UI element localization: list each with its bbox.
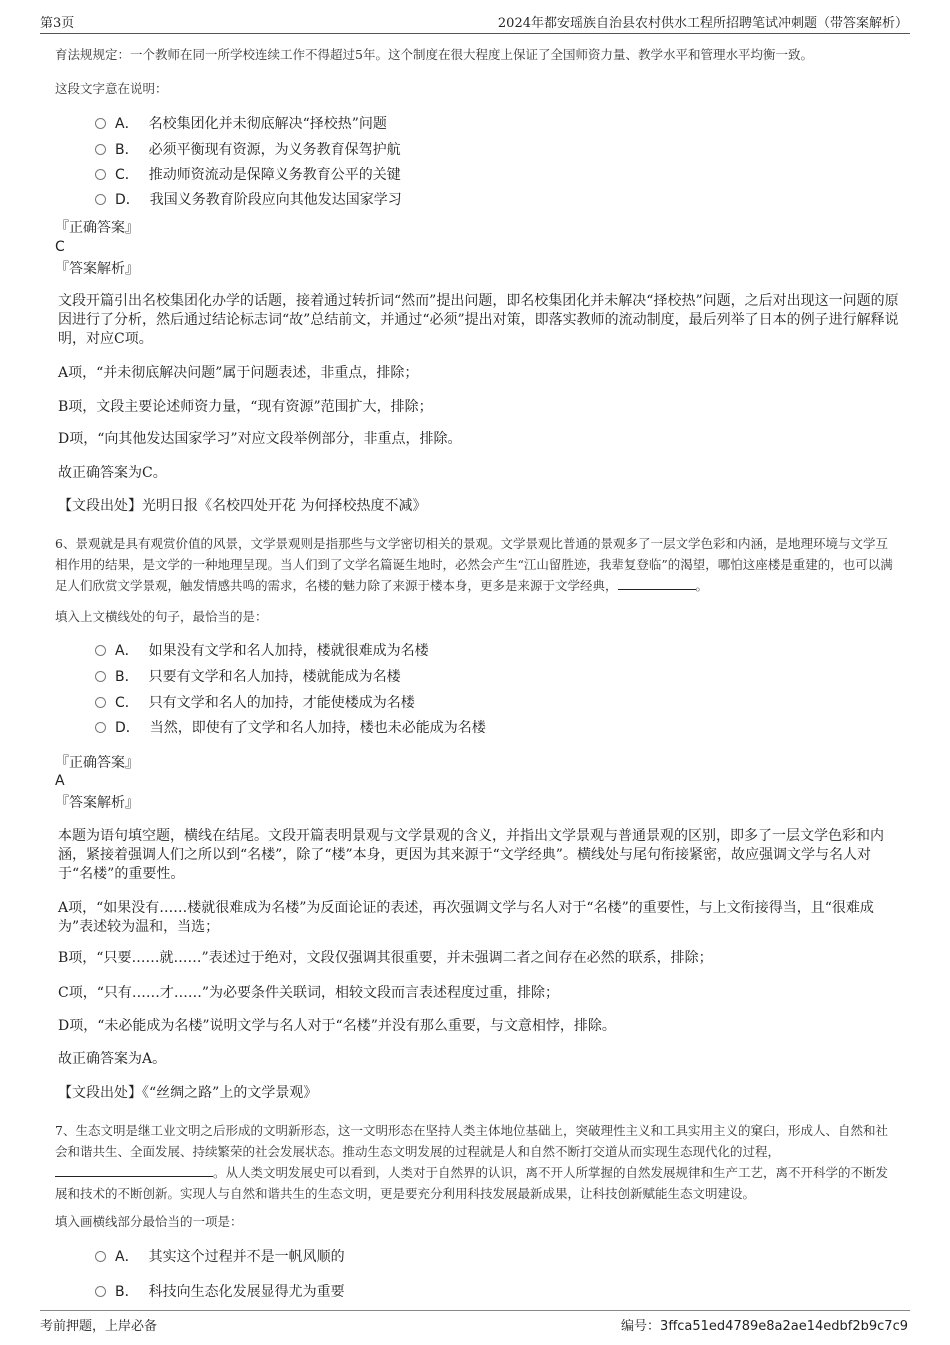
radio-icon[interactable] <box>95 1286 106 1297</box>
q6-answer: A <box>55 773 65 789</box>
q6-option-c[interactable]: C． 只有文学和名人的加持，才能使楼成为名楼 <box>95 693 415 713</box>
radio-icon[interactable] <box>95 671 106 682</box>
q5-conclusion: 故正确答案为C。 <box>58 465 167 481</box>
answer-blank <box>618 576 696 590</box>
q5-analysis-d: D项，“向其他发达国家学习”对应文段举例部分，非重点，排除。 <box>58 431 462 447</box>
q6-analysis-c: C项，“只有……才……”为必要条件关联词，相较文段而言表述程度过重，排除； <box>58 985 560 1001</box>
q5-analysis-paragraph: 文段开篇引出名校集团化办学的话题，接着通过转折词“然而”提出问题，即名校集团化并未解决“择校热”问题，之后对出现这一问题的原因进行了分析，然后通过结论标志词“故”总结前文，并通过“必须”提出对策，即落实教师的流动制度，最后列举了日本的例子进行解释说明，对应C项。 <box>58 293 899 347</box>
radio-icon[interactable] <box>95 697 106 708</box>
q6-analysis-label: 『答案解析』 <box>55 795 139 811</box>
q6-option-a[interactable]: A． 如果没有文学和名人加持，楼就很难成为名楼 <box>95 641 429 661</box>
q7-option-a[interactable]: A． 其实这个过程并不是一帆风顺的 <box>95 1247 345 1267</box>
q6-analysis-d: D项，“未必能成为名楼”说明文学与名人对于“名楼”并没有那么重要，与文意相悖，排除。 <box>58 1018 616 1034</box>
q5-option-a[interactable]: A． 名校集团化并未彻底解决“择校热”问题 <box>95 114 387 134</box>
q6-analysis-b: B项，“只要……就……”表述过于绝对，文段仅强调其很重要，并未强调二者之间存在必然的联系，排除； <box>58 950 713 966</box>
radio-icon[interactable] <box>95 169 106 180</box>
q6-conclusion: 故正确答案为A。 <box>58 1051 167 1067</box>
q5-option-d[interactable]: D． 我国义务教育阶段应向其他发达国家学习 <box>95 190 402 210</box>
q7-option-b[interactable]: B． 科技向生态化发展显得尤为重要 <box>95 1282 345 1302</box>
radio-icon[interactable] <box>95 144 106 155</box>
page-header <box>40 10 910 34</box>
answer-blank <box>55 1163 213 1177</box>
q5-intro: 育法规规定：一个教师在同一所学校连续工作不得超过5年。这个制度在很大程度上保证了全国师资力量、教学水平和管理水平均衡一致。 <box>55 47 813 62</box>
radio-icon[interactable] <box>95 194 106 205</box>
q5-option-b[interactable]: B． 必须平衡现有资源，为义务教育保驾护航 <box>95 140 401 160</box>
q5-answer: C <box>55 239 65 255</box>
q6-prompt: 填入上文横线处的句子，最恰当的是： <box>55 609 268 624</box>
q6-option-d[interactable]: D． 当然，即使有了文学和名人加持，楼也未必能成为名楼 <box>95 718 486 738</box>
q5-prompt: 这段文字意在说明： <box>55 81 168 96</box>
footer-slogan: 考前押题，上岸必备 <box>40 1319 158 1334</box>
q5-analysis-b: B项，文段主要论述师资力量，“现有资源”范围扩大，排除； <box>58 399 433 415</box>
radio-icon[interactable] <box>95 118 106 129</box>
radio-icon[interactable] <box>95 722 106 733</box>
q7-prompt: 填入画横线部分最恰当的一项是： <box>55 1214 243 1229</box>
q5-analysis-a: A项，“并未彻底解决问题”属于问题表述，非重点，排除； <box>58 365 419 381</box>
document-title: 2024年都安瑶族自治县农村供水工程所招聘笔试冲刺题（带答案解析） <box>497 16 908 31</box>
page-number: 第3页 <box>40 16 75 31</box>
q6-source: 【文段出处】《“丝绸之路”上的文学景观》 <box>58 1085 318 1101</box>
q6-option-b[interactable]: B． 只要有文学和名人加持，楼就能成为名楼 <box>95 667 401 687</box>
document-id: 编号：3ffca51ed4789e8a2ae14edbf2b9c7c9 <box>621 1319 908 1334</box>
radio-icon[interactable] <box>95 645 106 656</box>
q7-stem: 7、生态文明是继工业文明之后形成的文明新形态，这一文明形态在坚持人类主体地位基础上，突破理性主义和工具实用主义的窠臼，形成人、自然和社会和谐共生、全面发展、持续繁荣的社会发展状态。推动生态文明发展的过程就是人和自然不断打交道从而实现生态现代化的过程，。从人类文明发展史可以看到，人类对于自然界的认识，离不开人所掌握的自然发展规律和生产工艺，离不开科学的不断发展和技术的不断创新。实现人与自然和谐共生的生态文明，更是要充分利用科技发展最新成果，让科技创新赋能生态文明建设。 <box>55 1123 889 1201</box>
q6-analysis-paragraph: 本题为语句填空题，横线在结尾。文段开篇表明景观与文学景观的含义，并指出文学景观与普通景观的区别，即多了一层文学色彩和内涵，紧接着强调人们之所以到“名楼”，除了“楼”本身，更因为其来源于“文学经典”。横线处与尾句衔接紧密，故应强调文学与名人对于“名楼”的重要性。 <box>58 828 884 882</box>
q6-answer-label: 『正确答案』 <box>55 755 139 771</box>
q5-answer-label: 『正确答案』 <box>55 220 139 236</box>
q5-source: 【文段出处】光明日报《名校四处开花 为何择校热度不减》 <box>58 498 427 514</box>
page-footer <box>40 1310 910 1336</box>
q5-option-c[interactable]: C． 推动师资流动是保障义务教育公平的关键 <box>95 165 401 185</box>
radio-icon[interactable] <box>95 1251 106 1262</box>
q6-analysis-a: A项，“如果没有……楼就很难成为名楼”为反面论证的表述，再次强调文学与名人对于“名楼”的重要性，与上文衔接得当，且“很难成为”表述较为温和，当选； <box>58 900 874 935</box>
q6-stem: 6、景观就是具有观赏价值的风景，文学景观则是指那些与文学密切相关的景观。文学景观比普通的景观多了一层文学色彩和内涵，是地理环境与文学互相作用的结果，是文学的一种地理呈现。当人们到了文学名篇诞生地时，必然会产生“江山留胜迹，我辈复登临”的渴望，哪怕这座楼是重建的，也可以满足人们欣赏文学景观，触发情感共鸣的需求，名楼的魅力除了来源于楼本身，更多是来源于文学经典， 。 <box>55 536 893 593</box>
q5-analysis-label: 『答案解析』 <box>55 261 139 277</box>
